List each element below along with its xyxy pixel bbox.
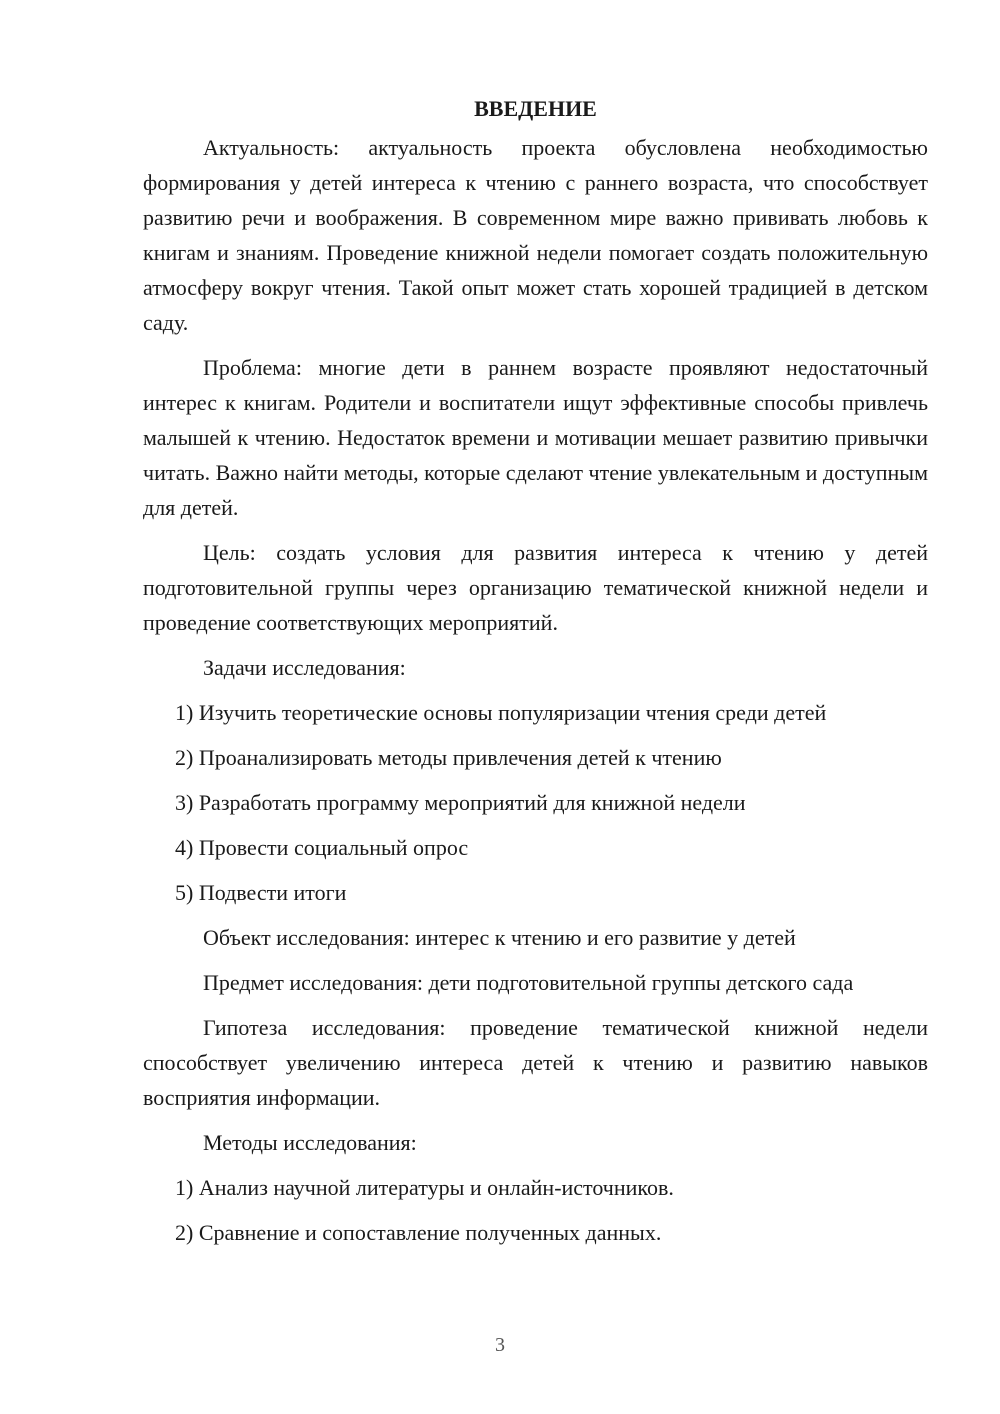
method-item-2: 2) Сравнение и сопоставление полученных данных. (175, 1220, 662, 1245)
object-paragraph: Объект исследования: интерес к чтению и его развитие у детей (203, 925, 796, 950)
method-item-1: 1) Анализ научной литературы и онлайн-источников. (175, 1175, 674, 1200)
section-heading: ВВЕДЕНИЕ (474, 96, 597, 121)
document-page (143, 92, 928, 1260)
page-number: 3 (495, 1334, 505, 1356)
hypothesis-paragraph: Гипотеза исследования: проведение тематической книжной недели способствует увеличению интереса детей к чтению и развитию навыков восприятия информации. (143, 1015, 928, 1110)
problem-paragraph: Проблема: многие дети в раннем возрасте проявляют недостаточный интерес к книгам. Родители и воспитатели ищут эффективные способы привлечь малышей к чтению. Недостаток времени и мотивации мешает развитию привычки читать. Важно найти методы, которые сделают чтение увлекательным и доступным для детей. (143, 355, 928, 520)
relevance-paragraph: Актуальность: актуальность проекта обусловлена необходимостью формирования у детей интереса к чтению с раннего возраста, что способствует развитию речи и воображения. В современном мире важно прививать любовь к книгам и знаниям. Проведение книжной недели помогает создать положительную атмосферу вокруг чтения. Такой опыт может стать хорошей традицией в детском саду. (143, 135, 928, 335)
task-item-1: 1) Изучить теоретические основы популяризации чтения среди детей (175, 700, 827, 725)
task-item-2: 2) Проанализировать методы привлечения детей к чтению (175, 745, 722, 770)
task-item-4: 4) Провести социальный опрос (175, 835, 469, 860)
methods-title: Методы исследования: (203, 1130, 417, 1155)
task-item-5: 5) Подвести итоги (175, 880, 347, 905)
subject-paragraph: Предмет исследования: дети подготовительной группы детского сада (203, 970, 854, 995)
tasks-title: Задачи исследования: (203, 655, 406, 680)
goal-paragraph: Цель: создать условия для развития интереса к чтению у детей подготовительной группы через организацию тематической книжной недели и проведение соответствующих мероприятий. (143, 540, 928, 635)
task-item-3: 3) Разработать программу мероприятий для книжной недели (175, 790, 746, 815)
